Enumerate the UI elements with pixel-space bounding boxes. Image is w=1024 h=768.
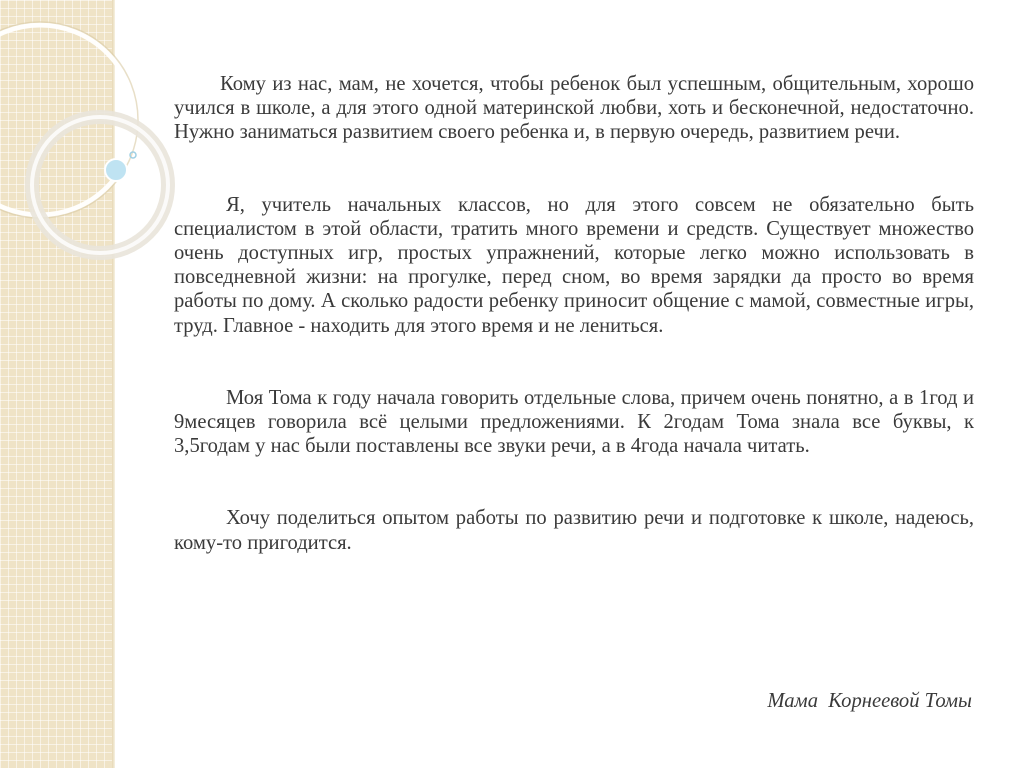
paragraph-toma: Моя Тома к году начала говорить отдельные слова, причем очень понятно, а в 1год и 9месяцев говорила всё целыми предложениями. К 2годам Тома знала все буквы, к 3,5годам у нас были поставлены все звуки речи, а в 4года начала читать.	[174, 386, 974, 458]
paragraph-teacher: Я, учитель начальных классов, но для этого совсем не обязательно быть специалистом в этой области, тратить много времени и средств. Существует множество очень доступных игр, простых упражнений, которые легко можно использовать в повседневной жизни: на прогулке, перед сном, во время зарядки да просто во время работы по дому. А сколько радости ребенку приносит общение с мамой, совместные игры, труд. Главное - находить для этого время и не лениться.	[174, 193, 974, 337]
main-text	[174, 72, 974, 603]
decorative-rings	[0, 0, 200, 320]
paragraph-share: Хочу поделиться опытом работы по развитию речи и подготовке к школе, надеюсь, кому-то пригодится.	[174, 507, 974, 554]
blue-dot	[105, 159, 127, 181]
paragraph-intro: Кому из нас, мам, не хочется, чтобы ребенок был успешным, общительным, хорошо учился в школе, а для этого одной материнской любви, хоть и бесконечной, недостаточно. Нужно заниматься развитием своего ребенка и, в первую очередь, развитием речи.	[174, 73, 974, 144]
small-ring-highlight	[32, 117, 168, 253]
signature: Мама Корнеевой Томы	[767, 690, 972, 712]
